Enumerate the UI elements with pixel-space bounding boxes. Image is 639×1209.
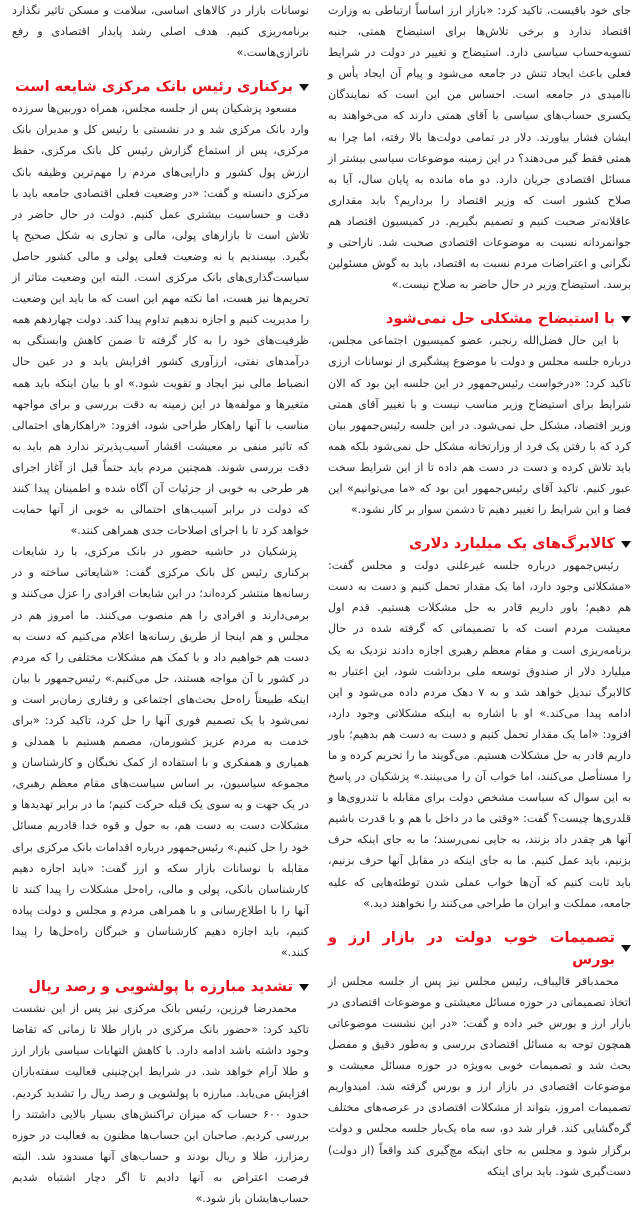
section-paragraph: پزشکیان در حاشیه حضور در بانک مرکزی، با رد شایعات برکناری رئیس کل بانک مرکزی گفت: «شایعاتی ساخته و در رسانه‌ها منتشر کرده‌اند؛ در این شایعات افرادی را عزل می‌کنند و برمی‌دارند و افرادی را هم منصوب می‌کنند. ما امروز هم در مجلس و هم اینجا از طریق رسانه‌ها اعلام می‌کنیم که دست به دست هم خواهیم داد و با کمک هم مشکلات مختلفی را که مردم در کشور با آن مواجه هستند، حل می‌کنیم.» رئیس‌جمهور با بیان اینکه طبیعتاً راه‌حل بحث‌های اجتماعی و رفتاری زمان‌بر است و نمی‌شود با یک تصمیم فوری آنها را حل کرد، تاکید کرد: «برای خدمت به مردم عزیز کشورمان، مصمم هستیم با همدلی و همیاری و همفکری و با استفاده از کمک نخبگان و کارشناسان و مجموعه سیاسیون، بر اساس سیاست‌های مقام معظم رهبری، در یک جهت و به سوی یک قبله حرکت کنیم؛ ما در برابر تهدیدها و مشکلات دست به دست هم، به حول و قوه خدا قادریم مسائل خود را حل کنیم.» رئیس‌جمهور درباره اقدامات بانک مرکزی برای مقابله با نوسانات بازار سکه و ارز گفت: «باید اجازه دهیم کارشناسان بانکی، پولی و مالی، راه‌حل مشکلات را پیدا کنند تا آنها را با اطلاع‌رسانی و با همراهی مردم و مجلس و دولت پیاده کنیم، باید اجازه دهیم کارشناسان و خبرگان راه‌حل‌ها را پیدا کنند.» bbox=[12, 545, 309, 960]
section-paragraph: مسعود پزشکیان پس از جلسه مجلس، همراه دوربین‌ها سرزده وارد بانک مرکزی شد و در نشستی با رئیس کل و مدیران بانک مرکزی، پس از استماع گزارش رئیس کل بانک مرکزی، حفظ ارزش پول کشور و دارایی‌های مردم را مهم‌ترین وظیفه بانک مرکزی دانسته و گفت: «در وضعیت فعلی اقتصادی جامعه باید با دقت و حساسیت بیشتری عمل کنیم. دولت در حال حاضر در تلاش است تا بازارهای پولی، مالی و تجاری به شکل صحیح پا بگیرد. بپسندیم یا نه وضعیت فعلی پولی و مالی کشور حاصل سیاست‌گذاری‌های بانک مرکزی است. البته این وضعیت متاثر از تحریم‌ها نیز هست، اما نکته مهم این است که ما باید این وضعیت را مدیریت کنیم و اجازه ندهیم تداوم پیدا کند. دولت چهاردهم همه ظرفیت‌های خود را به کار گرفته تا ضمن کاهش وابستگی به درآمدهای نفتی، ارزآوری کشور افزایش یابد و در عین حال انضباط مالی نیز ایجاد و تقویت شود.» او با بیان اینکه باید همه متغیرها و مولفه‌ها در این زمینه به دقت بررسی و برای مواجهه مناسب با آنها راهکار طراحی شود، افزود: «راهکارهای احتمالی که تاثیر منفی بر معیشت اقشار آسیب‌پذیرتر ندارد هم باید به دقت بررسی شوند. همچنین مردم باید حتماً قبل از آغاز اجرای هر طرحی به خوبی از جزئیات آن آگاه شده و اطمینان پیدا کنند که دولت در برابر آسیب‌های احتمالی به خوبی از آنها حمایت خواهد کرد تا با اجرای اصلاحات جدی همراهی کنند.» bbox=[12, 102, 309, 538]
triangle-marker-icon bbox=[621, 945, 631, 952]
section-heading bbox=[328, 308, 631, 330]
section-currency-market bbox=[328, 927, 631, 1182]
triangle-marker-icon bbox=[299, 84, 309, 91]
section-heading bbox=[328, 533, 631, 555]
section-heading-text: کالابرگ‌های یک میلیارد دلاری bbox=[408, 536, 615, 553]
section-coupons bbox=[328, 533, 631, 914]
left-column bbox=[4, 0, 309, 1205]
section-heading-text: تصمیمات خوب دولت در بازار ارز و بورس bbox=[328, 929, 615, 968]
section-heading bbox=[12, 76, 309, 98]
triangle-marker-icon bbox=[621, 541, 631, 548]
section-money-laundering bbox=[12, 976, 309, 1209]
section-paragraph: با این حال فضل‌الله رنجبر، عضو کمیسیون اجتماعی مجلس، درباره جلسه مجلس و دولت با موضوع پیشگیری از نوسانات ارزی تاکید کرد: «درخواست رئیس‌جمهور در این جلسه این بود که الان شرایط برای استیضاح وزیر مناسب نیست و با تغییر آقای همتی وزیر اقتصاد، مشکل حل نمی‌شود. در این جلسه رئیس‌جمهور بیان کرد که با رفتن یک فرد از وزارتخانه مشکل حل نمی‌شود بلکه همه باید تلاش کرده و دست در دست هم داده تا از این شرایط سخت عبور کنیم. تاکید آقای رئیس‌جمهور این بود که «ما می‌توانیم» این فضا و این شرایط را تغییر دهیم تا دشمن سوار بر کار نشود.» bbox=[328, 334, 631, 517]
section-heading bbox=[328, 927, 631, 971]
triangle-marker-icon bbox=[621, 316, 631, 323]
section-heading-text: برکناری رئیس بانک مرکزی شایعه است bbox=[15, 79, 293, 96]
right-intro-paragraph: جای خود باقیست، تاکید کرد: «بازار ارز اساساً ارتباطی به وزارت اقتصاد ندارد و برخی تلاش‌ها برای استیضاح همتی، جنبه تسویه‌حساب سیاسی دارد. استیضاح و تغییر در دولت در شرایط فعلی باعث ایجاد تنش در جامعه می‌شود و پیام آن ایجاد یأس و ناامیدی در جامعه است. احساس من این است که نمایندگان یکسری حساب‌های سیاسی با آقای همتی دارند که می‌خواهند به ایشان فشار بیاورند. دلار در تمامی دولت‌ها بالا رفته، اما چرا به همتی فقط گیر می‌دهند؟ در این زمینه موضوعات سیاسی بیشتر از مسائل اقتصادی جریان دارد. دو ماه مانده به پایان سال، آیا به صلاح کشور است که وزیر اقتصاد را برداریم؟ باید مقداری عاقلانه‌تر صحبت کنیم و تصمیم بگیریم. در کمیسیون اقتصاد هم جوانمردانه نسبت به موضوعات اقتصادی صحبت شد. ناراحتی و نگرانی و اعتراضات مردم نسبت به اقتصاد، باید به گوش مسئولین برسد. استیضاح وزیر در حال حاضر به صلاح نیست.» bbox=[328, 4, 631, 292]
section-heading-text: با استیضاح مشکلی حل نمی‌شود bbox=[385, 311, 615, 328]
left-intro-paragraph: نوسانات بازار در کالاهای اساسی، سلامت و مسکن تاثیر نگذارد برنامه‌ریزی کنیم. هدف اصلی رشد پایدار اقتصادی و رفع ناترازی‌هاست.» bbox=[12, 4, 309, 60]
section-paragraph: محمدباقر قالیباف، رئیس مجلس نیز پس از جلسه مجلس از اتخاذ تصمیماتی در حوزه مسائل معیشتی و موضوعات اقتصادی در بازار ارز و بورس خبر داده و گفت: «در این نشست موضوعاتی همچون توجه به مسائل اقتصادی بررسی و به‌طور دقیق و مفصل بحث شد و تصمیمات خوبی به‌ویژه در حوزه مسائل معیشت و موضوعات اقتصادی در بازار ارز و بورس گرفته شد. امیدواریم تصمیمات امروز، بتواند از مشکلات اقتصادی در عرصه‌های مختلف گره‌گشایی کند. قرار شد دو، سه ماه یک‌بار جلسه مجلس و دولت برگزار شود و مجلس به جای اینکه مچ‌گیری کند واقعاً (از دولت) دست‌گیری شود. باید برای اینکه bbox=[328, 974, 631, 1178]
section-paragraph: محمدرضا فرزین، رئیس بانک مرکزی نیز پس از این نشست تاکید کرد: «حضور بانک مرکزی در بازار طلا تا زمانی که تقاضا وجود داشته باشد ادامه دارد. با کاهش التهابات سیاسی بازار ارز و طلا آرام خواهد شد. در شرایط این‌چنینی فعالیت سفته‌بازان افزایش می‌یابد. مبارزه با پولشویی و رصد ریال را تشدید کردیم. حدود ۶۰۰ حساب که میزان تراکنش‌های بسیار بالایی داشتند را بررسی کردیم. صاحبان این حساب‌ها مظنون به فعالیت در حوزه رمزارز، طلا و ریال بودند و حساب‌های آنها مسدود شد. البته فرصت اعتراض به آنها دادیم تا اگر دچار اشتباه شدیم حساب‌هایشان باز شود.» bbox=[12, 1002, 309, 1205]
right-column bbox=[328, 0, 633, 1178]
section-paragraph: رئیس‌جمهور درباره جلسه غیرعلنی دولت و مجلس گفت: «مشکلاتی وجود دارد، اما یک مقدار تحمل کنیم و دست به دست هم دهیم؛ باور داریم قادر به حل مشکلات هستیم. قدم اول معیشت مردم است که با تصمیماتی که گرفته شده در حال برنامه‌ریزی است و مقام معظم رهبری اجازه دادند نزدیک به یک میلیارد دلار از صندوق توسعه ملی برداشت شود، این اعتبار به کالابرگ تبدیل خواهد شد و به ۷ دهک مردم داده می‌شود و این ادامه پیدا می‌کند.» او با اشاره به اینکه مشکلاتی وجود دارد، افزود: «اما یک مقدار تحمل کنیم و دست به دست هم بدهیم؛ باور داریم قادر به حل مشکلات هستیم. می‌گویند ما را تحریم کرده و ما را مستأصل می‌کنند، اما خواب آن را می‌بینند.» پزشکیان در پاسخ به این سوال که سیاست مشخص دولت برای مقابله با تندروی‌ها و قلدری‌ها چیست؟ گفت: «وقتی ما در داخل با هم و با قدرت باشیم آنها هر چقدر داد بزنند، به جایی نمی‌رسند؛ ما به جای اینکه حرف بزنیم، باید عمل کنیم. ما به جای اینکه در مقابل آنها حرف بزنیم، باید ثابت کنیم که آن‌ها خواب عملی شدن توطئه‌هایی که علیه جامعه، مملکت و ایران ما طراحی می‌کنند را نخواهند دید.» bbox=[328, 559, 632, 910]
section-impeachment bbox=[328, 308, 631, 520]
section-central-bank-rumor bbox=[12, 76, 309, 963]
triangle-marker-icon bbox=[299, 984, 309, 991]
section-heading bbox=[12, 976, 309, 998]
section-heading-text: تشدید مبارزه با پولشویی و رصد ریال bbox=[28, 979, 293, 996]
